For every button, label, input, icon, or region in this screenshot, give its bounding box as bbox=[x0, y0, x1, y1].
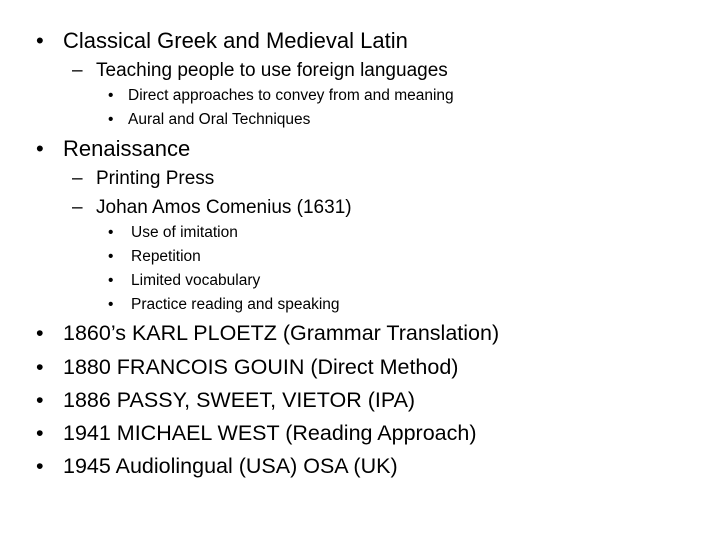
bullet-icon: • bbox=[36, 355, 44, 379]
list-item-text: Printing Press bbox=[96, 168, 215, 189]
list-item-text: Johan Amos Comenius (1631) bbox=[96, 197, 352, 218]
dash-icon: – bbox=[72, 197, 83, 218]
dash-icon: – bbox=[72, 60, 83, 81]
bullet-icon: • bbox=[36, 321, 44, 345]
bullet-icon: • bbox=[36, 28, 44, 53]
list-item-text: 1880 FRANCOIS GOUIN (Direct Method) bbox=[63, 355, 459, 379]
bullet-icon: • bbox=[36, 136, 44, 161]
list-item-text: Use of imitation bbox=[131, 224, 238, 241]
bullet-icon: • bbox=[108, 111, 114, 128]
list-item-text: 1941 MICHAEL WEST (Reading Approach) bbox=[63, 421, 477, 445]
list-item-text: Repetition bbox=[131, 248, 201, 265]
list-item-text: Classical Greek and Medieval Latin bbox=[63, 28, 408, 53]
list-item-text: Practice reading and speaking bbox=[131, 296, 340, 313]
list-item-text: 1886 PASSY, SWEET, VIETOR (IPA) bbox=[63, 388, 416, 412]
dash-icon: – bbox=[72, 168, 83, 189]
bullet-icon: • bbox=[108, 224, 114, 241]
list-item-text: Direct approaches to convey from and meaning bbox=[128, 87, 454, 104]
bullet-icon: • bbox=[36, 454, 44, 478]
list-item-text: 1945 Audiolingual (USA) OSA (UK) bbox=[63, 454, 398, 478]
bullet-icon: • bbox=[108, 248, 114, 265]
bullet-icon: • bbox=[36, 388, 44, 412]
bullet-icon: • bbox=[108, 296, 114, 313]
list-item-text: Aural and Oral Techniques bbox=[128, 111, 311, 128]
list-item-text: Limited vocabulary bbox=[131, 272, 261, 289]
list-item-text: Renaissance bbox=[63, 136, 191, 161]
list-item-text: Teaching people to use foreign languages bbox=[96, 60, 448, 81]
list-item-text: 1860’s KARL PLOETZ (Grammar Translation) bbox=[63, 321, 500, 345]
bullet-icon: • bbox=[108, 87, 114, 104]
bullet-icon: • bbox=[36, 421, 44, 445]
bullet-icon: • bbox=[108, 272, 114, 289]
